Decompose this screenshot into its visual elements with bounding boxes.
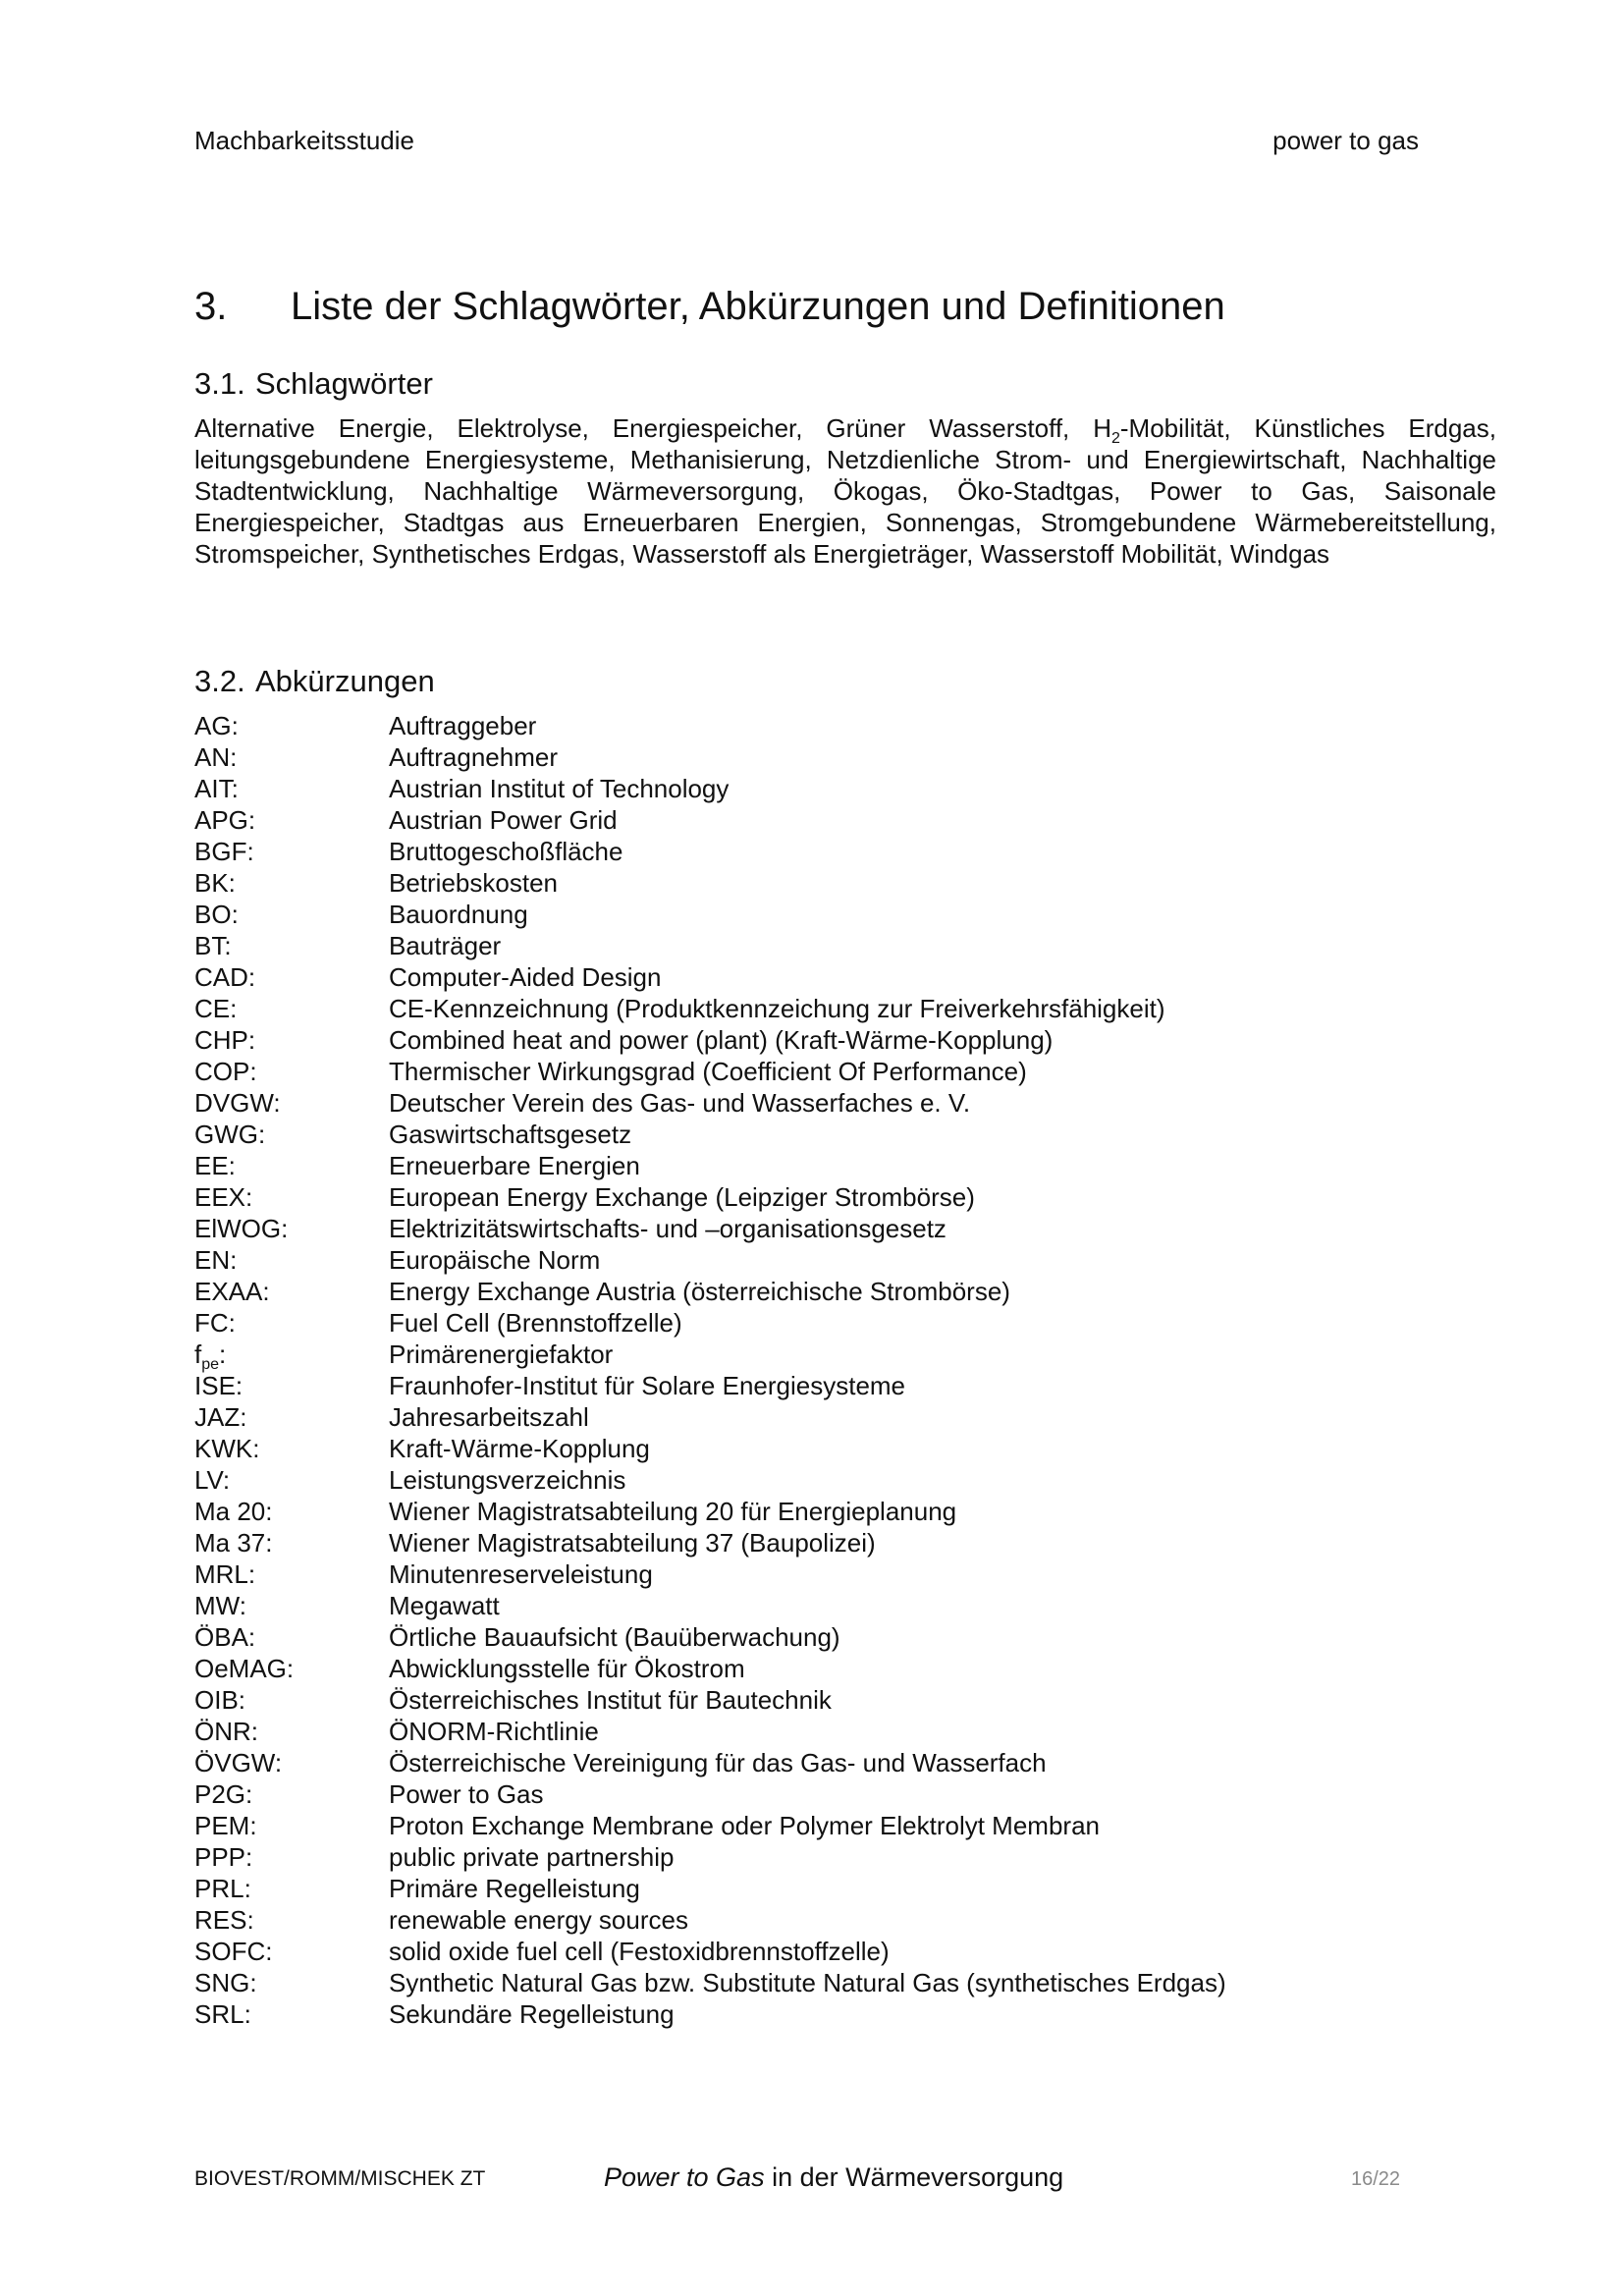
footer-title-italic: Power to Gas [604,2162,765,2192]
chapter-number: 3. [194,285,228,328]
abbreviation-key-text: EXAA: [194,1277,270,1306]
abbreviation-row [194,1810,1496,1841]
abbreviation-key [194,1401,389,1433]
abbreviation-row [194,1621,1496,1653]
footer-title-rest: in der Wärmeversorgung [764,2162,1064,2192]
abbreviation-key [194,867,389,899]
abbreviation-row [194,993,1496,1024]
abbreviation-row [194,1087,1496,1119]
abbreviation-row [194,1684,1496,1716]
abbreviation-key-text: ISE: [194,1371,243,1400]
abbreviation-key [194,1244,389,1276]
abbreviation-row [194,1401,1496,1433]
abbreviation-definition: Minutenreserveleistung [389,1559,653,1589]
abbreviation-key-text: LV: [194,1465,231,1495]
abbreviation-key [194,710,389,741]
abbreviation-key [194,1307,389,1339]
chapter-title: Liste der Schlagwörter, Abkürzungen und Definitionen [291,285,1225,328]
footer-document-title [604,2162,1063,2193]
abbreviation-key-text: MW: [194,1591,246,1620]
abbreviation-key-text: EEX: [194,1182,253,1212]
abbreviation-key [194,1150,389,1181]
abbreviation-row [194,1653,1496,1684]
keywords-subscript: 2 [1110,430,1120,448]
abbreviation-definition: Wiener Magistratsabteilung 37 (Baupolizei) [389,1528,876,1558]
abbreviation-definition: Megawatt [389,1591,500,1620]
abbreviation-key-text: BO: [194,900,239,929]
abbreviation-row [194,1464,1496,1496]
abbreviation-row [194,1056,1496,1087]
abbreviation-key-text: DVGW: [194,1088,281,1118]
abbreviation-key [194,1339,389,1374]
abbreviation-key [194,930,389,961]
abbreviation-definition: Auftraggeber [389,711,537,740]
abbreviation-key [194,1087,389,1119]
abbreviation-key [194,1653,389,1684]
abbreviation-key-text: COP: [194,1057,257,1086]
abbreviation-key [194,1936,389,1967]
abbreviation-row [194,1527,1496,1558]
abbreviation-key-text: CAD: [194,962,256,992]
abbreviation-definition: Sekundäre Regelleistung [389,1999,675,2029]
abbreviation-key [194,1778,389,1810]
header-left-title: Machbarkeitsstudie [194,126,414,155]
abbreviation-row [194,1747,1496,1778]
abbreviation-row [194,1841,1496,1873]
footer-page-number: 16/22 [1351,2168,1401,2190]
abbreviation-definition: solid oxide fuel cell (Festoxidbrennstoffzelle) [389,1937,890,1966]
abbreviation-key [194,1464,389,1496]
abbreviation-key-text: ÖBA: [194,1622,256,1652]
abbreviation-key-text: f [194,1339,202,1369]
abbreviation-key-text: BK: [194,868,236,898]
keywords-paragraph [194,412,1496,570]
abbreviation-key [194,1590,389,1621]
abbreviation-definition: Erneuerbare Energien [389,1151,640,1180]
abbreviation-row [194,804,1496,836]
abbreviation-row [194,1213,1496,1244]
abbreviation-key-text: EE: [194,1151,236,1180]
abbreviation-key-text: KWK: [194,1434,260,1463]
abbreviation-definition: Österreichisches Institut für Bautechnik [389,1685,832,1715]
abbreviation-key [194,1433,389,1464]
chapter-heading [194,285,1225,329]
abbreviation-key-text: ElWOG: [194,1214,289,1243]
abbreviation-definition: Abwicklungsstelle für Ökostrom [389,1654,745,1683]
abbreviation-definition: renewable energy sources [389,1905,688,1935]
abbreviation-row [194,1370,1496,1401]
abbreviation-key [194,1276,389,1307]
abbreviation-key-text: BT: [194,931,232,960]
abbreviation-key-text: APG: [194,805,256,835]
abbreviation-key [194,1024,389,1056]
abbreviation-key [194,1747,389,1778]
abbreviation-key [194,1684,389,1716]
abbreviation-definition: Fuel Cell (Brennstoffzelle) [389,1308,682,1338]
abbreviation-key [194,993,389,1024]
abbreviation-key [194,1527,389,1558]
abbreviation-key-text: AG: [194,711,239,740]
abbreviation-key [194,1998,389,2030]
abbreviation-row [194,930,1496,961]
abbreviation-definition: Deutscher Verein des Gas- und Wasserfaches e. V. [389,1088,971,1118]
abbreviation-definition: Örtliche Bauaufsicht (Bauüberwachung) [389,1622,840,1652]
abbreviation-row [194,1967,1496,1998]
abbreviation-key [194,1904,389,1936]
abbreviation-definition: Energy Exchange Austria (österreichische Strombörse) [389,1277,1010,1306]
abbreviation-key [194,836,389,867]
abbreviation-definition: Bauträger [389,931,502,960]
abbreviation-definition: Primärenergiefaktor [389,1339,614,1369]
abbreviation-definition: Österreichische Vereinigung für das Gas- und Wasserfach [389,1748,1047,1777]
abbreviation-row [194,1558,1496,1590]
abbreviation-key-text: ÖVGW: [194,1748,283,1777]
abbreviation-key-text: AIT: [194,774,239,803]
abbreviation-definition: Computer-Aided Design [389,962,662,992]
abbreviation-definition: Europäische Norm [389,1245,601,1275]
abbreviation-key-text: PRL: [194,1874,251,1903]
abbreviation-key-text: FC: [194,1308,236,1338]
abbreviation-row [194,1778,1496,1810]
abbreviation-key [194,1119,389,1150]
abbreviation-definition: Bruttogeschoßfläche [389,837,623,866]
header-right-title: power to gas [1272,126,1419,155]
abbreviation-definition: Proton Exchange Membrane oder Polymer Elektrolyt Membran [389,1811,1100,1840]
abbreviation-key [194,1181,389,1213]
abbreviation-key-text: SRL: [194,1999,251,2029]
abbreviation-key [194,804,389,836]
section-title: Abkürzungen [255,664,435,698]
abbreviation-key-text: SNG: [194,1968,257,1997]
section-heading-keywords [194,366,433,402]
abbreviation-definition: public private partnership [389,1842,675,1872]
abbreviation-key-text: RES: [194,1905,254,1935]
abbreviation-key-text: SOFC: [194,1937,273,1966]
abbreviation-row [194,1873,1496,1904]
abbreviation-definition: Kraft-Wärme-Kopplung [389,1434,650,1463]
abbreviation-definition: Synthetic Natural Gas bzw. Substitute Natural Gas (synthetisches Erdgas) [389,1968,1226,1997]
abbreviation-definition: Austrian Institut of Technology [389,774,730,803]
abbreviation-key-text: Ma 20: [194,1497,273,1526]
section-number: 3.2. [194,664,245,698]
abbreviation-row [194,867,1496,899]
abbreviation-definition: Austrian Power Grid [389,805,618,835]
abbreviation-key [194,1558,389,1590]
abbreviation-key-text: ÖNR: [194,1717,258,1746]
section-title: Schlagwörter [255,366,433,401]
section-heading-abbreviations [194,664,435,699]
abbreviation-key-text: MRL: [194,1559,256,1589]
abbreviation-row [194,1433,1496,1464]
abbreviation-key-text: Ma 37: [194,1528,273,1558]
abbreviation-definition: Bauordnung [389,900,528,929]
abbreviation-key [194,1841,389,1873]
abbreviation-key [194,1621,389,1653]
abbreviation-row [194,741,1496,773]
abbreviation-row [194,836,1496,867]
abbreviation-row [194,1150,1496,1181]
footer-authors: BIOVEST/ROMM/MISCHEK ZT [194,2167,486,2190]
abbreviation-key-subscript: pe [201,1356,220,1374]
abbreviation-row [194,899,1496,930]
abbreviation-key [194,1496,389,1527]
abbreviation-row [194,961,1496,993]
abbreviation-definition: Thermischer Wirkungsgrad (Coefficient Of Performance) [389,1057,1027,1086]
abbreviation-key [194,741,389,773]
abbreviation-row [194,1590,1496,1621]
abbreviation-key-text: GWG: [194,1120,266,1149]
abbreviation-key [194,1370,389,1401]
abbreviation-row [194,1998,1496,2030]
abbreviation-key-text: OeMAG: [194,1654,295,1683]
abbreviation-key-text: EN: [194,1245,238,1275]
abbreviation-row [194,1244,1496,1276]
keywords-text-end: -Mobilität, Künstliches Erdgas, leitungsgebundene Energiesysteme, Methanisierung, Netzdienliche Strom- und Energiewirtschaft, Nachhaltige Stadtentwicklung, Nachhaltige Wärmeversorgung, Ökogas, Öko-Stadtgas, Power to Gas, Saisonale Energiespeicher, Stadtgas aus Erneuerbaren Energien, Sonnengas, Stromgebundene Wärmebereitstellung, Stromspeicher, Synthetisches Erdgas, Wasserstoff als Energieträger, Wasserstoff Mobilität, Windgas [194,413,1496,569]
abbreviation-row [194,1181,1496,1213]
section-number: 3.1. [194,366,245,401]
abbreviation-row [194,1276,1496,1307]
abbreviation-definition: Primäre Regelleistung [389,1874,640,1903]
abbreviation-definition: Jahresarbeitszahl [389,1402,589,1432]
abbreviation-key-suffix: : [219,1339,227,1369]
abbreviation-definition: Betriebskosten [389,868,558,898]
abbreviation-key [194,1810,389,1841]
abbreviation-key-text: PEM: [194,1811,257,1840]
abbreviation-definition: Elektrizitätswirtschafts- und –organisationsgesetz [389,1214,947,1243]
keywords-text-start: Alternative Energie, Elektrolyse, Energiespeicher, Grüner Wasserstoff, H [194,413,1111,443]
abbreviation-key [194,1716,389,1747]
abbreviation-list [194,710,1496,2030]
abbreviation-row [194,1496,1496,1527]
abbreviation-key-text: PPP: [194,1842,253,1872]
abbreviation-row [194,1936,1496,1967]
abbreviation-definition: Leistungsverzeichnis [389,1465,626,1495]
abbreviation-row [194,1024,1496,1056]
abbreviation-definition: ÖNORM-Richtlinie [389,1717,599,1746]
abbreviation-definition: Auftragnehmer [389,742,558,772]
abbreviation-key-text: P2G: [194,1779,253,1809]
abbreviation-key [194,961,389,993]
abbreviation-key [194,773,389,804]
abbreviation-definition: Gaswirtschaftsgesetz [389,1120,632,1149]
abbreviation-definition: Power to Gas [389,1779,544,1809]
abbreviation-row [194,710,1496,741]
abbreviation-definition: CE-Kennzeichnung (Produktkennzeichung zur Freiverkehrsfähigkeit) [389,994,1165,1023]
abbreviation-key [194,1056,389,1087]
abbreviation-row [194,1904,1496,1936]
abbreviation-key [194,1213,389,1244]
abbreviation-row [194,1119,1496,1150]
abbreviation-definition: Wiener Magistratsabteilung 20 für Energieplanung [389,1497,957,1526]
abbreviation-row [194,1716,1496,1747]
abbreviation-definition: Combined heat and power (plant) (Kraft-Wärme-Kopplung) [389,1025,1054,1055]
abbreviation-key-text: AN: [194,742,238,772]
abbreviation-row [194,773,1496,804]
abbreviation-row [194,1339,1496,1374]
abbreviation-key-text: OIB: [194,1685,246,1715]
abbreviation-key [194,1967,389,1998]
abbreviation-key-text: JAZ: [194,1402,247,1432]
abbreviation-key [194,1873,389,1904]
abbreviation-key-text: CE: [194,994,238,1023]
abbreviation-key-text: CHP: [194,1025,256,1055]
abbreviation-definition: Fraunhofer-Institut für Solare Energiesysteme [389,1371,906,1400]
abbreviation-key-text: BGF: [194,837,254,866]
abbreviation-key [194,899,389,930]
abbreviation-definition: European Energy Exchange (Leipziger Strombörse) [389,1182,975,1212]
abbreviation-row [194,1307,1496,1339]
